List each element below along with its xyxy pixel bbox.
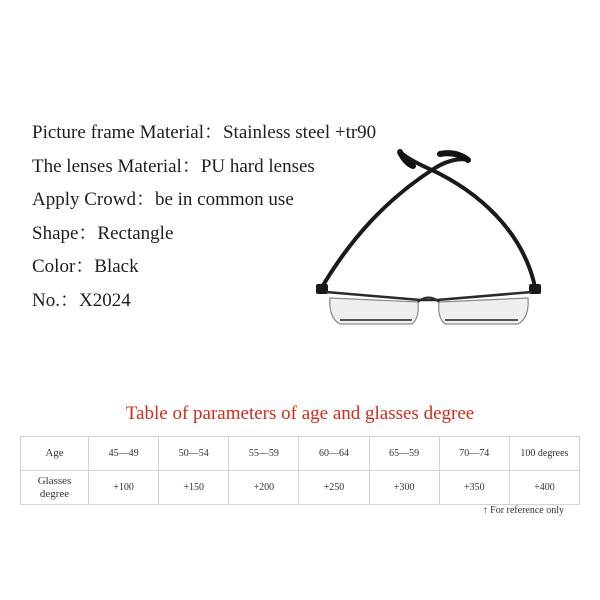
degree-header — [21, 471, 89, 505]
age-row — [21, 437, 580, 471]
degree-cell: +200 — [229, 471, 299, 505]
spec-color: Color：Black — [32, 256, 139, 277]
age-cell: 100 degrees — [509, 437, 579, 471]
degree-header-line1: Glasses — [37, 474, 72, 487]
spec-shape: Shape：Rectangle — [32, 222, 174, 244]
degree-cell: +350 — [439, 471, 509, 505]
age-cell: 65—59 — [369, 437, 439, 471]
age-cell: 60—64 — [299, 437, 369, 471]
table-title: Table of parameters of age and glasses degree — [125, 403, 475, 424]
degree-cell: +400 — [509, 471, 579, 505]
degree-cell: +300 — [369, 471, 439, 505]
reference-note: ↑ For reference only — [482, 505, 564, 516]
degree-cell: +100 — [89, 471, 159, 505]
age-cell: 70—74 — [439, 437, 509, 471]
degree-row — [21, 471, 580, 505]
degree-header-line2: degree — [39, 487, 70, 500]
spec-lens-material: The lenses Material：PU hard lenses — [32, 155, 315, 177]
reading-glasses-icon — [300, 130, 590, 345]
age-cell: 50—54 — [159, 437, 229, 471]
spec-apply-crowd: Apply Crowd：be in common use — [32, 189, 294, 210]
degree-cell: +250 — [299, 471, 369, 505]
spec-model-number: No.：X2024 — [32, 289, 131, 311]
degree-cell: +150 — [159, 471, 229, 505]
age-header: Age — [21, 437, 89, 471]
spec-frame-material: Picture frame Material：Stainless steel +tr90 — [32, 122, 377, 143]
age-cell: 45—49 — [89, 437, 159, 471]
age-cell: 55—59 — [229, 437, 299, 471]
age-degree-table — [20, 436, 580, 505]
